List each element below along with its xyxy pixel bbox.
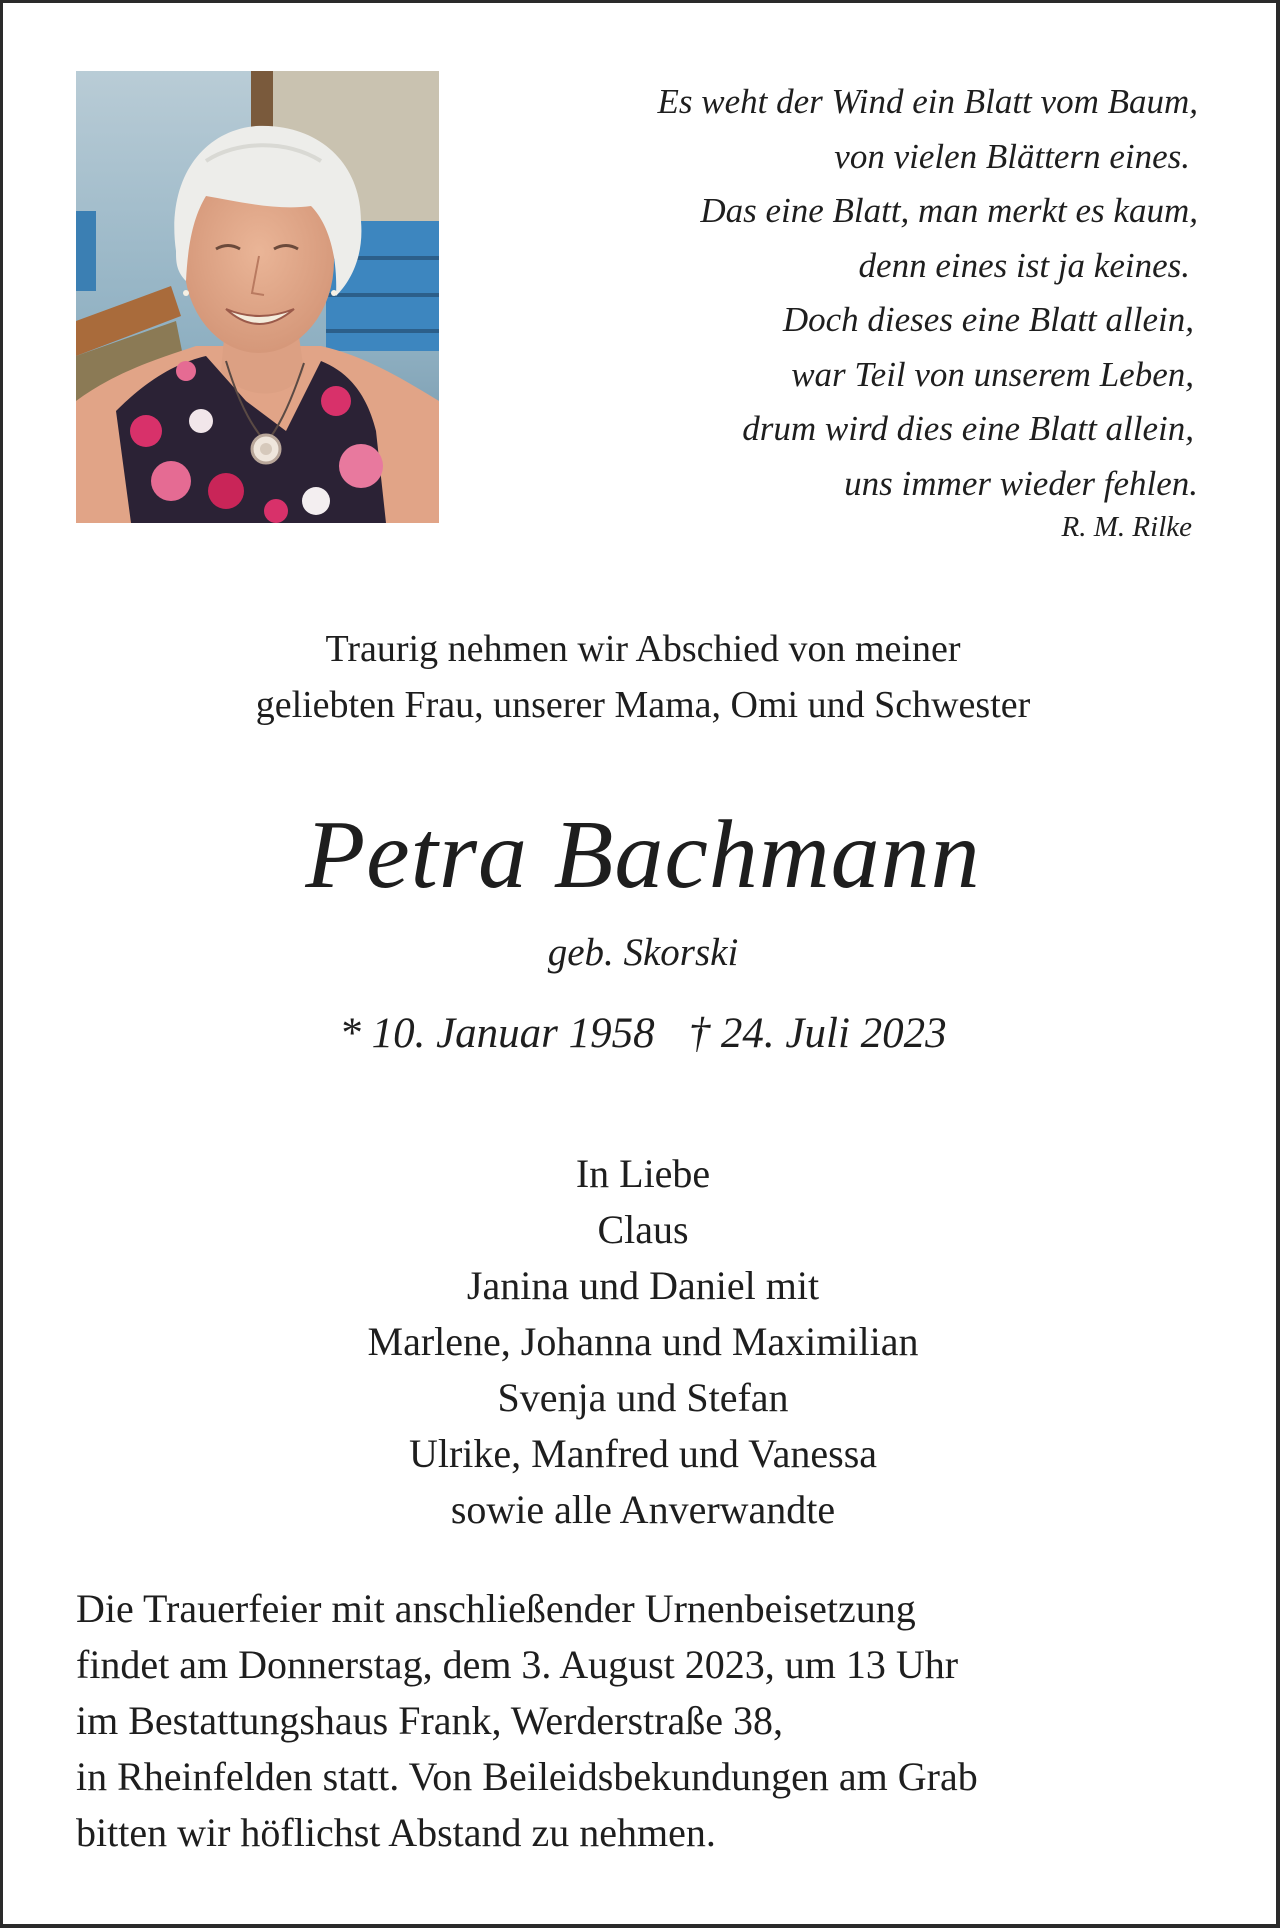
service-line: bitten wir höflichst Abstand zu nehmen.	[76, 1810, 716, 1855]
poem-line: Das eine Blatt, man merkt es kaum,	[700, 191, 1198, 230]
family-line: sowie alle Anverwandte	[450, 1487, 836, 1532]
maiden-name: geb. Skorski	[547, 931, 739, 974]
poem-line: drum wird dies eine Blatt allein,	[742, 409, 1194, 448]
service-line: Die Trauerfeier mit anschließender Urnenbeisetzung	[76, 1586, 916, 1631]
poem-line: von vielen Blättern eines.	[834, 136, 1190, 176]
family-signatures	[3, 1146, 1280, 1538]
service-details	[76, 1581, 1216, 1861]
poem-line: denn eines ist ja keines.	[858, 245, 1190, 285]
family-line: In Liebe	[575, 1151, 711, 1196]
poem-line: Doch dieses eine Blatt allein,	[782, 300, 1194, 339]
portrait-illustration	[76, 71, 439, 523]
family-line: Marlene, Johanna und Maximilian	[367, 1319, 919, 1364]
family-line: Claus	[597, 1207, 689, 1252]
service-line: findet am Donnerstag, dem 3. August 2023, um 13 Uhr	[76, 1642, 959, 1687]
life-dates	[3, 1006, 1280, 1062]
family-line: Janina und Daniel mit	[466, 1263, 820, 1308]
poem-line: war Teil von unserem Leben,	[791, 354, 1194, 394]
service-line: im Bestattungshaus Frank, Werderstraße 38,	[76, 1698, 784, 1743]
intro-text	[3, 621, 1280, 733]
intro-line: geliebten Frau, unserer Mama, Omi und Schwester	[255, 684, 1031, 726]
poem	[478, 75, 1198, 547]
death-date: † 24. Juli 2023	[688, 1010, 947, 1057]
portrait-photo	[76, 71, 439, 523]
birth-date: * 10. Januar 1958	[339, 1010, 655, 1057]
service-line: in Rheinfelden statt. Von Beileidsbekundungen am Grab	[76, 1754, 978, 1799]
intro-line: Traurig nehmen wir Abschied von meiner	[325, 628, 961, 670]
family-line: Svenja und Stefan	[497, 1375, 789, 1420]
family-line: Ulrike, Manfred und Vanessa	[408, 1431, 878, 1476]
deceased-name: Petra Bachmann	[305, 801, 981, 909]
poem-author: R. M. Rilke	[1061, 511, 1192, 543]
poem-line: Es weht der Wind ein Blatt vom Baum,	[657, 82, 1198, 121]
poem-line: uns immer wieder fehlen.	[844, 463, 1198, 503]
